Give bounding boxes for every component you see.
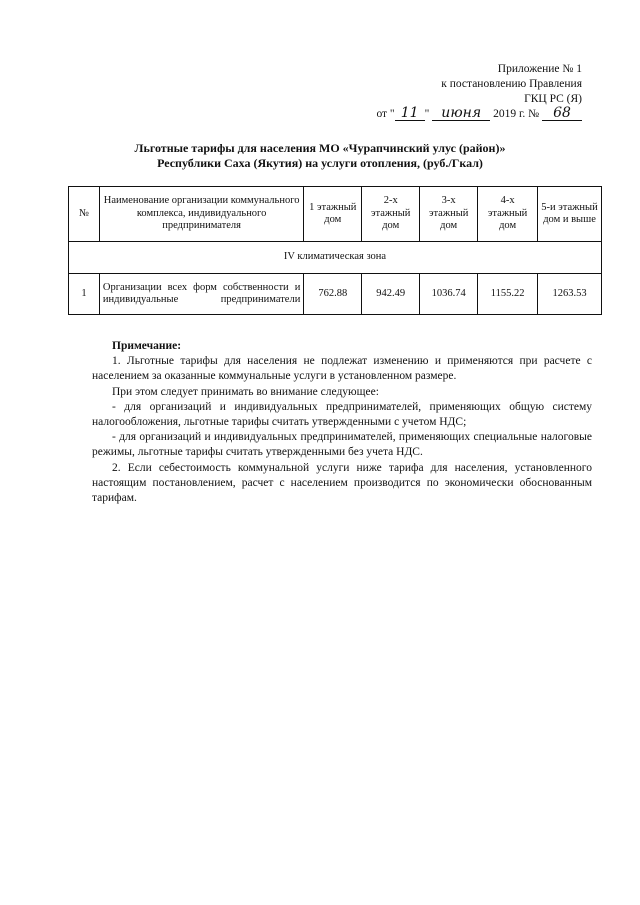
zone-row <box>69 242 602 274</box>
header-5-floor-plus: 5-и этажный дом и выше <box>538 187 602 242</box>
header-organization: Наименование организации коммунального комплекса, индивидуального предпринимателя <box>99 187 303 242</box>
header-3-floor: 3-х этажный дом <box>420 187 478 242</box>
date-year: 2019 г. № <box>493 108 540 120</box>
tariff-1-floor: 762.88 <box>304 274 362 315</box>
note-paragraph-1: 1. Льготные тарифы для населения не подлежат изменению и применяются при расчете с населением за оказанные коммунальные услуги в установленном размере. <box>92 355 592 383</box>
appendix-authority: ГКЦ РС (Я) <box>524 93 582 105</box>
date-prefix: от " <box>376 108 395 120</box>
appendix-resolution: к постановлению Правления <box>441 78 582 90</box>
header-4-floor: 4-х этажный дом <box>478 187 538 242</box>
date-month-handwritten: июня <box>432 107 490 121</box>
climate-zone-label: IV климатическая зона <box>69 242 602 274</box>
tariff-2-floor: 942.49 <box>362 274 420 315</box>
date-day-handwritten: 11 <box>395 107 425 121</box>
title-line-1: Льготные тарифы для населения МО «Чурапчинский улус (район)» <box>134 141 506 155</box>
header-2-floor: 2-х этажный дом <box>362 187 420 242</box>
notes-heading: Примечание: <box>112 340 182 352</box>
table-header-row <box>69 187 602 242</box>
date-quote: " <box>424 108 430 120</box>
row-number: 1 <box>69 274 100 315</box>
tariff-4-floor: 1155.22 <box>478 274 538 315</box>
title-line-2: Республики Саха (Якутия) на услуги отопления, (руб./Гкал) <box>157 156 483 170</box>
notes-section <box>92 339 592 506</box>
header-1-floor: 1 этажный дом <box>304 187 362 242</box>
row-organization: Организации всех форм собственности и индивидуальные предприниматели <box>99 274 303 315</box>
tariff-3-floor: 1036.74 <box>420 274 478 315</box>
note-paragraph-5: 2. Если себестоимость коммунальной услуги ниже тарифа для населения, установленного настоящим постановлением, расчет с населением производится по экономически обоснованным тарифам. <box>92 461 592 505</box>
appendix-block <box>376 62 582 122</box>
appendix-number: Приложение № 1 <box>497 63 582 75</box>
resolution-number-handwritten: 68 <box>542 107 582 121</box>
note-paragraph-3: - для организаций и индивидуальных предпринимателей, применяющих общую систему налогообложения, льготные тарифы считать утвержденными с учетом НДС; <box>92 400 592 429</box>
tariff-5-floor-plus: 1263.53 <box>538 274 602 315</box>
document-title <box>0 141 640 171</box>
tariff-table <box>68 186 602 315</box>
appendix-date-line <box>376 107 582 122</box>
header-number: № <box>69 187 100 242</box>
table-row <box>69 274 602 315</box>
note-paragraph-4: - для организаций и индивидуальных предпринимателей, применяющих специальные налоговые режимы, льготные тарифы считать утвержденными без учета НДС. <box>92 431 592 459</box>
note-paragraph-2: При этом следует принимать во внимание следующее: <box>112 385 379 398</box>
